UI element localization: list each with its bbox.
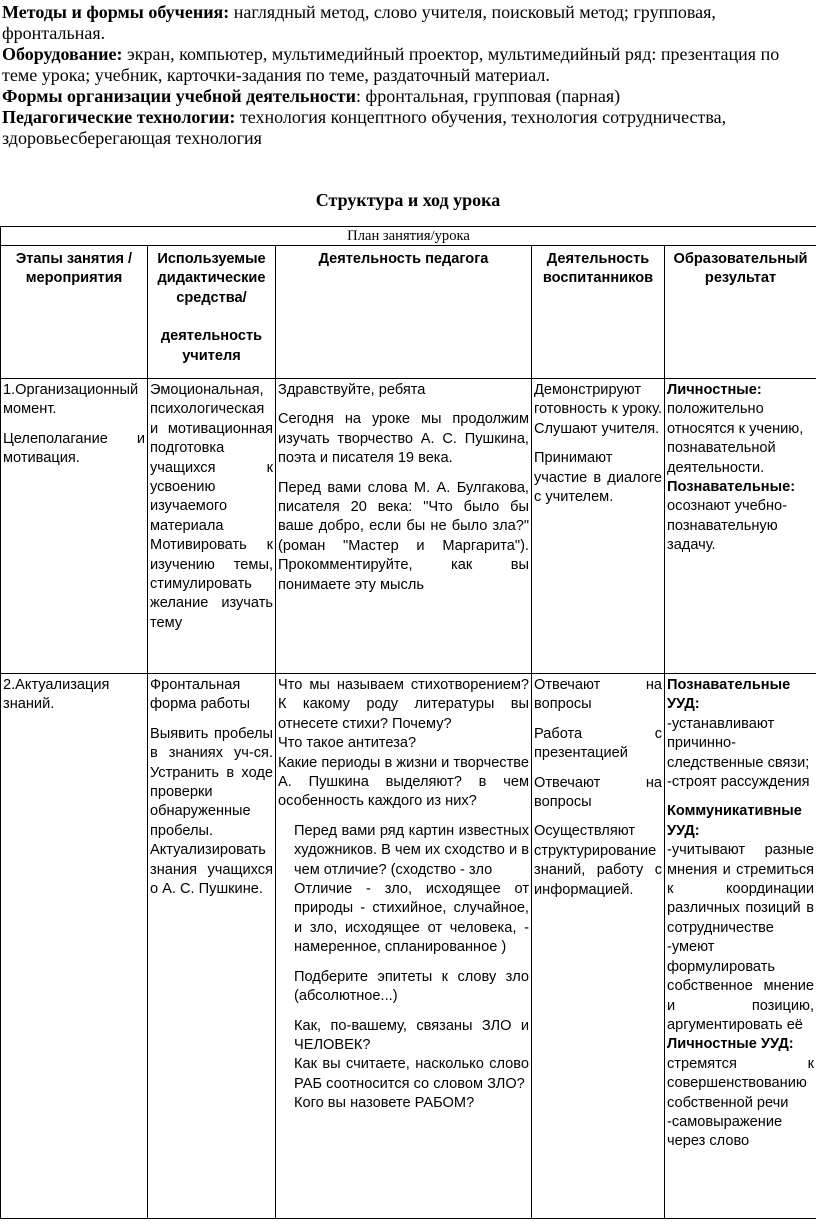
row2-pupils-2: Работа с презентацией: [534, 725, 662, 762]
plan-header-row: [1, 227, 816, 246]
equipment-label: Оборудование:: [2, 44, 123, 64]
row2-teacher-5: Отличие - зло, исходящее от природы - стихийное, случайное, и зло, исходящее от человека, - намеренное, спланированное ): [294, 881, 529, 956]
row2-stage: 2.Актуализация знаний.: [1, 674, 148, 1219]
row2-teacher-6: Подберите эпитеты к слову зло (абсолютное...): [294, 968, 529, 1005]
row1-teacher-1: Здравствуйте, ребята: [278, 382, 426, 398]
row2-result-text-2a: -учитывают разные мнения и стремиться к координации различных позиций в сотрудничестве: [667, 842, 815, 936]
row1-pupils-2: Принимают участие в диалоге с учителем.: [534, 450, 662, 506]
row2-pupils-3: Отвечают на вопросы: [534, 774, 662, 811]
header-means-label: Используемые дидактические средства/: [157, 251, 266, 306]
row1-stage: [1, 379, 148, 674]
methods-line: [2, 2, 814, 44]
row1-stage-a: 1.Организационный момент.: [3, 382, 139, 418]
header-teacher: Деятельность педагога: [276, 246, 532, 379]
row2-teacher-9: Кого вы назовете РАБОМ?: [294, 1095, 475, 1112]
row2-means-1: Фронтальная форма работы: [150, 677, 251, 713]
row2-result: [665, 674, 816, 1219]
row2-result-text-1a: -устанавливают причинно-следственные связи;: [667, 715, 810, 771]
lesson-plan-table: [0, 226, 816, 1219]
row1-result-text-1: положительно относятся к учению, познавательной деятельности.: [667, 401, 804, 476]
row2-pupils-1: Отвечают на вопросы: [534, 677, 662, 713]
row1-pupils-1: Демонстрируют готовность к уроку. Слушают учителя.: [534, 382, 662, 437]
row2-teacher: [276, 674, 532, 1219]
row2-result-label-2: Коммуникативные УУД:: [667, 803, 802, 839]
row1-stage-b: Целеполагание и мотивация.: [3, 430, 145, 467]
row2-result-label-3: Личностные УУД:: [667, 1036, 794, 1053]
methods-label: Методы и формы обучения:: [2, 2, 230, 22]
row2-result-text-3b: -самовыражение через слово: [667, 1113, 783, 1150]
forms-text: : фронтальная, групповая (парная): [356, 86, 621, 106]
row1-teacher: [276, 379, 532, 674]
row2-means: [148, 674, 276, 1219]
header-pupils: Деятельность воспитанников: [532, 246, 665, 379]
row2-pupils-4: Осуществляют структурирование знаний, работу с информацией.: [534, 823, 662, 898]
row1-teacher-2: Сегодня на уроке мы продолжим изучать творчество А. С. Пушкина, поэта и писателя 19 века.: [278, 411, 529, 467]
row2-teacher-2: Что такое антитеза?: [278, 735, 417, 752]
row1-result-text-2: осознают учебно-познавательную задачу.: [667, 498, 788, 554]
methods-text: наглядный метод, слово учителя, поисковый метод; групповая, фронтальная.: [2, 2, 716, 43]
row2-teacher-8: Как вы считаете, насколько слово РАБ соотносится со словом ЗЛО?: [294, 1056, 529, 1092]
table-row: [1, 674, 816, 1219]
row2-means-2: Выявить пробелы в знаниях уч-ся. Устранить в ходе проверки обнаруженные пробелы. Актуализировать знания учащихся о А. С. Пушкине.: [150, 725, 273, 898]
header-result: Образовательный результат: [665, 246, 816, 379]
row2-teacher-4: Перед вами ряд картин известных художников. В чем их сходство и в чем отличие? (сходство - зло: [294, 822, 529, 878]
row2-result-label-1: Познавательные УУД:: [667, 677, 791, 713]
row2-result-text-3a: стремятся к совершенствованию собственной речи: [667, 1055, 815, 1111]
row1-means: Эмоциональная, психологическая и мотивационная подготовка учащихся к усвоению изучаемого материала Мотивировать к изучению темы, стимулировать желание изучать тему: [148, 379, 276, 674]
tech-line: [2, 107, 814, 149]
lesson-intro: [2, 2, 814, 149]
plan-header: План занятия/урока: [1, 227, 816, 246]
tech-text: технология концептного обучения, технология сотрудничества, здоровьесберегающая технология: [2, 107, 727, 148]
equipment-line: [2, 44, 814, 86]
row1-pupils: [532, 379, 665, 674]
header-means: [148, 246, 276, 379]
tech-label: Педагогические технологии:: [2, 107, 236, 127]
table-row: [1, 379, 816, 674]
row2-teacher-7: Как, по-вашему, связаны ЗЛО и ЧЕЛОВЕК?: [294, 1017, 529, 1053]
row1-result-label-1: Личностные:: [667, 382, 762, 398]
row2-result-text-2b: -умеют формулировать собственное мнение и позицию, аргументировать её: [667, 939, 815, 1033]
row2-result-text-1b: -строят рассуждения: [667, 774, 810, 791]
row2-teacher-3: Какие периоды в жизни и творчестве А. Пушкина выделяют? в чем особенность каждого из них?: [278, 754, 529, 810]
row1-result-label-2: Познавательные:: [667, 479, 796, 496]
forms-label: Формы организации учебной деятельности: [2, 86, 357, 106]
forms-line: [2, 86, 814, 107]
row2-teacher-1: Что мы называем стихотворением? К какому роду литературы вы отнесете стихи? Почему?: [278, 677, 529, 732]
row1-teacher-3: Перед вами слова М. А. Булгакова, писателя 20 века: "Что было бы ваше добро, если бы не было зла?" (роман "Мастер и Маргарита"). Прокомментируйте, как вы понимаете эту мысль: [278, 479, 529, 593]
header-stages: Этапы занятия / мероприятия: [1, 246, 148, 379]
row2-pupils: [532, 674, 665, 1219]
table-header-row: [1, 246, 816, 379]
equipment-text: экран, компьютер, мультимедийный проектор, мультимедийный ряд: презентация по теме урока; учебник, карточки-задания по теме, раздаточный материал.: [2, 44, 780, 85]
header-teacher-activity-label: деятельность учителя: [160, 328, 263, 364]
section-title: Структура и ход урока: [315, 190, 501, 210]
row1-result: [665, 379, 816, 674]
